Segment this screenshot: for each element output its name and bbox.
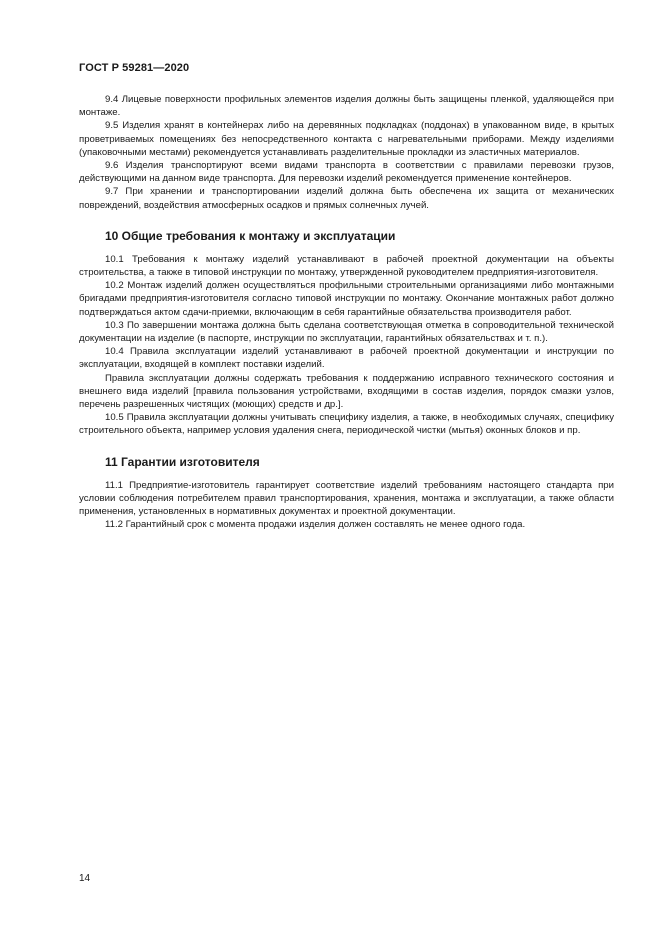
paragraph-11-2: 11.2 Гарантийный срок с момента продажи изделия должен составлять не менее одного года. — [105, 519, 526, 531]
paragraph-9-6: 9.6 Изделия транспортируют всеми видами транспорта в соответствии с правилами перевозки грузов, действующими на данном виде транспорта. Для перевозки изделий рекомендуется применение контейнеров. — [79, 160, 614, 185]
standard-designation: ГОСТ Р 59281—2020 — [79, 62, 190, 74]
paragraph-10-1: 10.1 Требования к монтажу изделий устанавливают в рабочей проектной документации на объекты строительства, а также в типовой инструкции по монтажу, утвержденной руководителем предприятия-изготовителя. — [79, 253, 614, 279]
section-10 — [79, 228, 614, 438]
paragraph-10-3: 10.3 По завершении монтажа должна быть сделана соответствующая отметка в сопроводительной технической документации на изделие (в паспорте, инструкции по эксплуатации, гарантийных обязательствах и т. п.). — [79, 319, 614, 345]
section-9-continuation — [79, 93, 614, 212]
paragraph-9-4: 9.4 Лицевые поверхности профильных элементов изделия должны быть защищены пленкой, удаляющейся при монтаже. — [79, 94, 614, 119]
section-11-title: 11 Гарантии изготовителя — [105, 454, 260, 469]
page-number: 14 — [79, 873, 91, 884]
paragraph-10-4-rules: Правила эксплуатации должны содержать требования к поддержанию исправного технического состояния и внешнего вида изделий [правила пользования устройствами, входящими в состав изделия, порядок смазки узлов, перечень разрешенных чистящих (моющих) средств и др.]. — [79, 372, 614, 411]
paragraph-9-5: 9.5 Изделия хранят в контейнерах либо на деревянных подкладках (поддонах) в упакованном виде, в крытых проветриваемых помещениях без непосредственного контакта с нагревательными приборами. Между изделиями (упаковочными местами) рекомендуется устанавливать разделительные прокладки из эластичных материалов. — [79, 120, 614, 158]
page-content — [79, 93, 614, 531]
paragraph-10-4: 10.4 Правила эксплуатации изделий устанавливают в рабочей проектной документации и инструкции по эксплуатации, входящей в комплект поставки изделий. — [79, 346, 614, 371]
paragraph-11-1: 11.1 Предприятие-изготовитель гарантирует соответствие изделий требованиям настоящего стандарта при условии соблюдения потребителем правил транспортирования, хранения, монтажа и эксплуатации, а также области применения, установленных в нормативных документах и проектной документации. — [79, 479, 614, 518]
section-10-title: 10 Общие требования к монтажу и эксплуатации — [105, 228, 396, 243]
section-11 — [79, 454, 614, 532]
paragraph-9-7: 9.7 При хранении и транспортировании изделий должна быть обеспечена их защита от механических повреждений, воздействия атмосферных осадков и прямых солнечных лучей. — [79, 186, 614, 211]
paragraph-10-2: 10.2 Монтаж изделий должен осуществляться профильными строительными организациями либо монтажными бригадами предприятия-изготовителя согласно типовой инструкции по монтажу. Окончание монтажных работ должно подтверждаться актом сдачи-приемки, включающим в себя гарантийные обязательства производителя работ. — [79, 280, 614, 318]
paragraph-10-5: 10.5 Правила эксплуатации должны учитывать специфику изделия, а также, в необходимых случаях, специфику строительного объекта, например условия удаления снега, периодической чистки (мытья) оконных блоков и пр. — [79, 412, 614, 437]
